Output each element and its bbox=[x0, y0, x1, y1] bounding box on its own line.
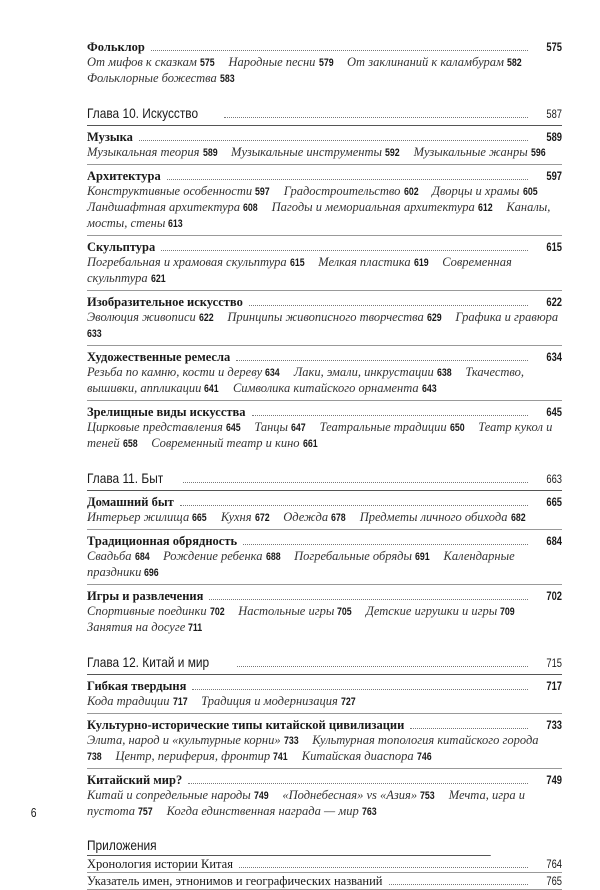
subsection-link[interactable] bbox=[115, 749, 288, 763]
section-title: Музыка bbox=[87, 130, 133, 144]
chapter-entry bbox=[87, 469, 562, 639]
subsection-title: Конструктивные особенности bbox=[87, 184, 256, 198]
section[interactable] bbox=[87, 130, 562, 145]
subsection-list bbox=[87, 420, 562, 452]
subsection-title: Кода традиции bbox=[87, 694, 173, 708]
chapter-entry bbox=[87, 653, 562, 823]
section[interactable] bbox=[87, 773, 562, 788]
dot-leader bbox=[252, 415, 528, 416]
subsection-page: 684 bbox=[134, 551, 150, 563]
section-entry bbox=[87, 350, 562, 401]
subsection-page: 749 bbox=[253, 790, 269, 802]
subsection-title: Музыкальная теория bbox=[87, 145, 203, 159]
section-entry bbox=[87, 534, 562, 585]
subsection-link[interactable] bbox=[254, 420, 306, 434]
subsection-list bbox=[87, 184, 562, 232]
subsection-page: 661 bbox=[302, 438, 318, 450]
subsection-title: Современная скульптура bbox=[87, 255, 512, 285]
section-entry bbox=[87, 495, 562, 530]
section-page: 684 bbox=[546, 534, 562, 548]
subsection-link[interactable] bbox=[87, 694, 188, 708]
subsection-title: Эволюция живописи bbox=[87, 310, 199, 324]
section-title: Зрелищные виды искусства bbox=[87, 405, 246, 419]
subsection-title: Погребальные обряды bbox=[294, 549, 416, 563]
section-title: Китайский мир? bbox=[87, 773, 183, 787]
subsection-page: 608 bbox=[243, 202, 258, 214]
subsection-page: 575 bbox=[200, 57, 215, 69]
subsection-link[interactable] bbox=[87, 549, 150, 563]
subsection-title: Каналы, мосты, стены bbox=[87, 200, 551, 230]
subsection-page: 717 bbox=[172, 696, 188, 708]
subsection-link[interactable] bbox=[87, 788, 269, 802]
subsection-page: 612 bbox=[477, 202, 493, 214]
subsection-list bbox=[87, 788, 562, 820]
chapter-title: Глава 11. Быт bbox=[87, 470, 164, 486]
section[interactable] bbox=[87, 350, 562, 365]
page-number: 6 bbox=[30, 805, 37, 820]
subsection-page: 583 bbox=[219, 73, 235, 85]
subsection-title: Цирковые представления bbox=[87, 420, 226, 434]
subsection-title: Спортивные поединки bbox=[87, 604, 210, 618]
subsection-link[interactable] bbox=[167, 804, 378, 818]
section[interactable] bbox=[87, 718, 562, 733]
subsection-page: 741 bbox=[273, 751, 288, 763]
subsection-title: Занятия на досуге bbox=[87, 620, 189, 634]
dot-leader bbox=[183, 482, 528, 483]
subsection-page: 757 bbox=[138, 806, 153, 818]
subsection-list bbox=[87, 55, 562, 87]
section-page: 615 bbox=[546, 240, 562, 254]
subsection-title: Китай и сопредельные народы bbox=[87, 788, 254, 802]
subsection-link[interactable] bbox=[87, 55, 215, 69]
subsection-link[interactable] bbox=[87, 310, 214, 324]
dot-leader bbox=[224, 117, 528, 118]
chapter-title: Глава 10. Искусство bbox=[87, 105, 199, 121]
subsection-page: 665 bbox=[192, 512, 208, 524]
subsection-list bbox=[87, 255, 562, 287]
subsection-link[interactable] bbox=[87, 733, 299, 747]
chapter-title: Глава 12. Китай и мир bbox=[87, 654, 210, 670]
subsection-page: 592 bbox=[385, 147, 400, 159]
subsection-link[interactable] bbox=[320, 420, 465, 434]
chapter-page: 663 bbox=[546, 472, 562, 486]
section[interactable] bbox=[87, 589, 562, 604]
subsection-link[interactable] bbox=[414, 145, 547, 159]
subsection-list bbox=[87, 510, 562, 526]
appendix-item[interactable] bbox=[87, 873, 562, 890]
subsection-page: 746 bbox=[416, 751, 432, 763]
section-title: Домашний быт bbox=[87, 495, 174, 509]
subsection-page: 597 bbox=[255, 186, 270, 198]
subsection-page: 702 bbox=[209, 606, 225, 618]
dot-leader bbox=[410, 728, 528, 729]
subsection-page: 678 bbox=[331, 512, 346, 524]
subsection-link[interactable] bbox=[87, 620, 203, 634]
section-page: 717 bbox=[546, 679, 562, 693]
subsection-title: Пагоды и мемориальная архитектура bbox=[271, 200, 478, 214]
chapter-page: 587 bbox=[546, 107, 562, 121]
dot-leader bbox=[249, 305, 528, 306]
subsection-link[interactable] bbox=[302, 749, 432, 763]
subsection-title: Народные песни bbox=[228, 55, 319, 69]
subsection-link[interactable] bbox=[294, 549, 430, 563]
section-title: Изобразительное искусство bbox=[87, 295, 243, 309]
subsection-page: 682 bbox=[510, 512, 526, 524]
dot-leader bbox=[209, 599, 528, 600]
chapter-page: 715 bbox=[546, 656, 562, 670]
subsection-link[interactable] bbox=[163, 549, 281, 563]
subsection-title: Одежда bbox=[283, 510, 332, 524]
section-page: 597 bbox=[546, 169, 562, 183]
subsection-title: Погребальная и храмовая скульптура bbox=[87, 255, 290, 269]
subsection-link[interactable] bbox=[87, 71, 235, 85]
dot-leader bbox=[389, 884, 529, 885]
subsection-page: 641 bbox=[204, 383, 220, 395]
chapter-entry bbox=[87, 104, 562, 455]
subsection-list bbox=[87, 694, 562, 710]
section[interactable] bbox=[87, 495, 562, 510]
subsection-title: От мифов к сказкам bbox=[87, 55, 200, 69]
subsection-list bbox=[87, 365, 562, 397]
subsection-page: 638 bbox=[436, 367, 452, 379]
subsection-page: 645 bbox=[225, 422, 241, 434]
subsection-link[interactable] bbox=[227, 310, 442, 324]
subsection-title: «Поднебесная» vs «Азия» bbox=[282, 788, 421, 802]
section-title: Традиционная обрядность bbox=[87, 534, 238, 548]
subsection-title: Фольклорные божества bbox=[87, 71, 220, 85]
dot-leader bbox=[167, 179, 528, 180]
section[interactable] bbox=[87, 169, 562, 184]
section[interactable] bbox=[87, 405, 562, 420]
subsection-title: Современный театр и кино bbox=[151, 436, 303, 450]
subsection-page: 621 bbox=[150, 273, 166, 285]
subsection-link[interactable] bbox=[87, 420, 241, 434]
section-entry bbox=[87, 405, 562, 455]
subsection-page: 672 bbox=[254, 512, 270, 524]
subsection-title: Символика китайского орнамента bbox=[232, 381, 422, 395]
subsection-page: 605 bbox=[522, 186, 538, 198]
section-page: 622 bbox=[546, 295, 562, 309]
subsection-title: Ткачество, вышивки, аппликации bbox=[87, 365, 525, 395]
section-entry bbox=[87, 589, 562, 639]
subsection-title: Музыкальные инструменты bbox=[231, 145, 386, 159]
appendix-item-title: Указатель имен, этнонимов и географических названий bbox=[87, 874, 383, 888]
section-title: Фольклор bbox=[87, 40, 145, 54]
subsection-link[interactable] bbox=[284, 184, 419, 198]
subsection-page: 763 bbox=[361, 806, 377, 818]
subsection-page: 738 bbox=[87, 751, 102, 763]
subsection-page: 709 bbox=[500, 606, 516, 618]
subsection-link[interactable] bbox=[201, 694, 356, 708]
subsection-title: Элита, народ и «культурные корни» bbox=[87, 733, 284, 747]
section-title: Гибкая твердыня bbox=[87, 679, 187, 693]
section[interactable] bbox=[87, 679, 562, 694]
chapter[interactable] bbox=[87, 469, 562, 491]
dot-leader bbox=[192, 689, 528, 690]
subsection-title: Дворцы и храмы bbox=[431, 184, 523, 198]
subsection-list bbox=[87, 549, 562, 581]
dot-leader bbox=[161, 250, 528, 251]
subsection-link[interactable] bbox=[151, 436, 318, 450]
subsection-link[interactable] bbox=[87, 255, 305, 269]
subsection-link[interactable] bbox=[221, 510, 270, 524]
subsection-page: 696 bbox=[144, 567, 160, 579]
subsection-title: Градостроительство bbox=[283, 184, 404, 198]
subsection-title: Интерьер жилища bbox=[87, 510, 193, 524]
subsection-link[interactable] bbox=[228, 55, 333, 69]
subsection-title: Музыкальные жанры bbox=[413, 145, 531, 159]
chapter[interactable] bbox=[87, 653, 562, 675]
subsection-link[interactable] bbox=[366, 604, 516, 618]
subsection-link[interactable] bbox=[432, 184, 538, 198]
subsection-link[interactable] bbox=[283, 510, 346, 524]
subsection-page: 733 bbox=[283, 735, 299, 747]
subsection-page: 647 bbox=[291, 422, 306, 434]
subsection-list bbox=[87, 733, 562, 765]
section-page: 634 bbox=[546, 350, 562, 364]
subsection-title: Предметы личного обихода bbox=[359, 510, 511, 524]
subsection-list bbox=[87, 604, 562, 636]
subsection-page: 727 bbox=[340, 696, 356, 708]
subsection-title: Театральные традиции bbox=[319, 420, 450, 434]
subsection-link[interactable] bbox=[360, 510, 526, 524]
section-entry bbox=[87, 295, 562, 346]
subsection-link[interactable] bbox=[294, 365, 452, 379]
subsection-link[interactable] bbox=[87, 604, 225, 618]
table-of-contents bbox=[87, 40, 562, 890]
subsection-title: Театр кукол и теней bbox=[87, 420, 553, 450]
appendix bbox=[87, 837, 562, 890]
appendix-item[interactable] bbox=[87, 856, 562, 873]
subsection-title: Центр, периферия, фронтир bbox=[115, 749, 274, 763]
section-title: Скульптура bbox=[87, 240, 156, 254]
subsection-page: 613 bbox=[168, 218, 184, 230]
subsection-page: 622 bbox=[198, 312, 214, 324]
subsection-link[interactable] bbox=[87, 184, 271, 198]
section-entry bbox=[87, 679, 562, 714]
subsection-link[interactable] bbox=[87, 200, 258, 214]
subsection-title: От заклинаний к каламбурам bbox=[347, 55, 508, 69]
subsection-page: 705 bbox=[337, 606, 353, 618]
appendix-title: Приложения bbox=[87, 837, 491, 856]
subsection-page: 602 bbox=[403, 186, 419, 198]
subsection-page: 589 bbox=[202, 147, 218, 159]
subsection-link[interactable] bbox=[347, 55, 522, 69]
section-title: Архитектура bbox=[87, 169, 161, 183]
subsection-title: Детские игрушки и игры bbox=[365, 604, 501, 618]
section-page: 733 bbox=[546, 718, 562, 732]
dot-leader bbox=[237, 666, 528, 667]
dot-leader bbox=[239, 867, 528, 868]
subsection-title: Традиция и модернизация bbox=[201, 694, 341, 708]
subsection-title: Лаки, эмали, инкрустации bbox=[293, 365, 437, 379]
subsection-link[interactable] bbox=[231, 145, 400, 159]
section-title: Культурно-исторические типы китайской цивилизации bbox=[87, 718, 405, 732]
subsection-list bbox=[87, 310, 562, 342]
subsection-page: 711 bbox=[188, 622, 203, 634]
section-entry bbox=[87, 773, 562, 823]
section-entry bbox=[87, 130, 562, 165]
subsection-title: Китайская диаспора bbox=[301, 749, 417, 763]
subsection-page: 650 bbox=[449, 422, 465, 434]
subsection-title: Настольные игры bbox=[238, 604, 338, 618]
subsection-link[interactable] bbox=[282, 788, 435, 802]
section-entry bbox=[87, 240, 562, 291]
subsection-page: 634 bbox=[265, 367, 281, 379]
subsection-page: 629 bbox=[426, 312, 442, 324]
dot-leader bbox=[236, 360, 528, 361]
subsection-page: 615 bbox=[289, 257, 305, 269]
subsection-page: 579 bbox=[318, 57, 334, 69]
section-page: 665 bbox=[546, 495, 562, 509]
subsection-page: 619 bbox=[413, 257, 429, 269]
subsection-link[interactable] bbox=[238, 604, 353, 618]
section[interactable] bbox=[87, 40, 562, 55]
subsection-title: Ландшафтная архитектура bbox=[87, 200, 244, 214]
appendix-item-page: 765 bbox=[546, 874, 562, 888]
subsection-page: 658 bbox=[122, 438, 138, 450]
subsection-title: Кухня bbox=[220, 510, 255, 524]
subsection-page: 643 bbox=[421, 383, 437, 395]
subsection-list bbox=[87, 145, 562, 161]
subsection-title: Мечта, игра и пустота bbox=[87, 788, 525, 818]
dot-leader bbox=[151, 50, 528, 51]
chapter[interactable] bbox=[87, 104, 562, 126]
subsection-link[interactable] bbox=[87, 510, 208, 524]
subsection-link[interactable] bbox=[318, 255, 429, 269]
subsection-title: Рождение ребенка bbox=[163, 549, 266, 563]
subsection-page: 582 bbox=[507, 57, 522, 69]
section-title: Художественные ремесла bbox=[87, 350, 231, 364]
subsection-title: Мелкая пластика bbox=[318, 255, 414, 269]
subsection-link[interactable] bbox=[87, 145, 218, 159]
section[interactable] bbox=[87, 240, 562, 255]
section-entry bbox=[87, 718, 562, 769]
section-title: Игры и развлечения bbox=[87, 589, 204, 603]
subsection-link[interactable] bbox=[272, 200, 494, 214]
section-entry bbox=[87, 169, 562, 236]
dot-leader bbox=[139, 140, 528, 141]
subsection-page: 691 bbox=[415, 551, 430, 563]
section-page: 575 bbox=[546, 40, 562, 54]
subsection-title: Графика и гравюра bbox=[455, 310, 559, 324]
appendix-item-page: 764 bbox=[546, 857, 562, 871]
subsection-title: Принципы живописного творчества bbox=[227, 310, 427, 324]
subsection-page: 596 bbox=[530, 147, 546, 159]
subsection-title: Календарные праздники bbox=[87, 549, 515, 579]
section-page: 749 bbox=[546, 773, 562, 787]
subsection-title: Культурная топология китайского города bbox=[312, 733, 539, 747]
subsection-page: 753 bbox=[420, 790, 435, 802]
subsection-title: Резьба по камню, кости и дереву bbox=[87, 365, 266, 379]
subsection-title: Танцы bbox=[254, 420, 292, 434]
toc-page bbox=[87, 40, 562, 890]
subsection-link[interactable] bbox=[87, 365, 281, 379]
section-entry bbox=[87, 40, 562, 90]
section[interactable] bbox=[87, 534, 562, 549]
section-page: 702 bbox=[546, 589, 562, 603]
dot-leader bbox=[180, 505, 528, 506]
appendix-item-title: Хронология истории Китая bbox=[87, 857, 233, 871]
dot-leader bbox=[188, 783, 528, 784]
section[interactable] bbox=[87, 295, 562, 310]
subsection-page: 633 bbox=[87, 328, 102, 340]
subsection-link[interactable] bbox=[233, 381, 437, 395]
section-page: 645 bbox=[546, 405, 562, 419]
subsection-page: 688 bbox=[265, 551, 281, 563]
section-page: 589 bbox=[546, 130, 562, 144]
subsection-title: Свадьба bbox=[87, 549, 135, 563]
dot-leader bbox=[243, 544, 528, 545]
subsection-title: Когда единственная награда — мир bbox=[166, 804, 362, 818]
